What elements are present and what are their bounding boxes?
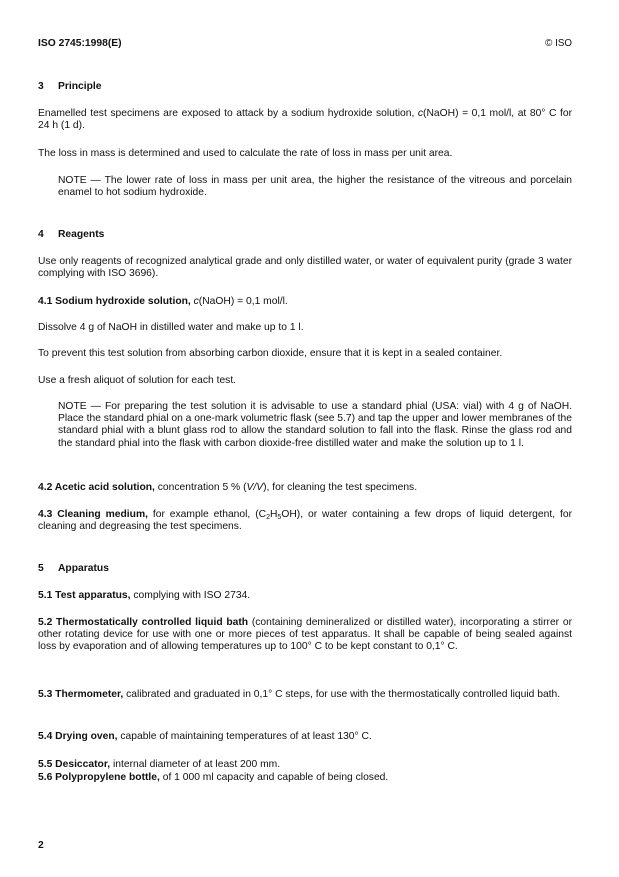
section-3-paragraph-2: The loss in mass is determined and used to calculate the rate of loss in mass per unit area. <box>38 148 453 159</box>
section-number: 5 <box>38 563 44 574</box>
section-number: 3 <box>38 81 44 92</box>
copyright-notice: © ISO <box>545 38 572 49</box>
section-4-paragraph-1: Use only reagents of recognized analytical grade and only distilled water, or water of equivalent purity (grade 3 water complying with ISO 3696). <box>38 256 572 280</box>
clause-5-6: 5.6 Polypropylene bottle, of 1 000 ml capacity and capable of being closed. <box>38 772 389 783</box>
clause-5-5: 5.5 Desiccator, internal diameter of at least 200 mm. <box>38 759 281 770</box>
document-page <box>38 0 572 877</box>
section-5-heading <box>38 563 572 575</box>
clause-4-1: 4.1 Sodium hydroxide solution, c(NaOH) = 0,1 mol/l. <box>38 296 288 307</box>
section-3-note: NOTE — The lower rate of loss in mass per unit area, the higher the resistance of the vitreous and porcelain enamel to hot sodium hydroxide. <box>58 175 572 199</box>
section-title: Apparatus <box>58 563 109 574</box>
section-3-paragraph-1: Enamelled test specimens are exposed to attack by a sodium hydroxide solution, c(NaOH) = 0,1 mol/l, at 80° C for 24 h (1 d). <box>38 108 572 132</box>
clause-4-3: 4.3 Cleaning medium, for example ethanol, $(C_2H_5OH)$, or water containing a few drops of liquid detergent, for cleaning and degreasing the test specimens. <box>38 509 573 533</box>
section-title: Reagents <box>58 229 105 240</box>
section-title: Principle <box>58 81 102 92</box>
clause-4-1-paragraph-2: To prevent this test solution from absorbing carbon dioxide, ensure that it is kept in a sealed container. <box>38 348 503 359</box>
section-3-heading <box>38 81 572 93</box>
clause-4-1-note: NOTE — For preparing the test solution it is advisable to use a standard phial (USA: vial) with 4 g of NaOH. Place the standard phial on a one-mark volumetric flask (see 5.7) and tap the upper and lower membranes of the standard phial with a blunt glass rod to allow the standard solution to fall into the flask. Rinse the glass rod and the standard phial into the flask with carbon dioxide-free distilled water and make the solution up to 1 l. <box>58 401 572 449</box>
standard-designation: ISO 2745:1998(E) <box>38 38 122 49</box>
clause-5-1: 5.1 Test apparatus, complying with ISO 2734. <box>38 590 251 601</box>
section-number: 4 <box>38 229 44 240</box>
clause-4-2: 4.2 Acetic acid solution, concentration 5 % (V/V), for cleaning the test specimens. <box>38 482 418 493</box>
clause-5-3: 5.3 Thermometer, calibrated and graduated in 0,1° C steps, for use with the thermostatically controlled liquid bath. <box>38 689 561 700</box>
clause-5-2: 5.2 Thermostatically controlled liquid bath (containing demineralized or distilled water), incorporating a stirrer or other rotating device for use with one or more pieces of test apparatus. It shall be capable of being sealed against loss by evaporation and of allowing temperatures up to 100° C to be kept constant to 0,1° C. <box>38 617 573 653</box>
clause-4-1-paragraph-3: Use a fresh aliquot of solution for each test. <box>38 375 237 386</box>
clause-4-1-paragraph-1: Dissolve 4 g of NaOH in distilled water and make up to 1 l. <box>38 322 304 333</box>
page-number: 2 <box>38 840 44 851</box>
clause-5-4: 5.4 Drying oven, capable of maintaining temperatures of at least 130° C. <box>38 731 372 742</box>
section-4-heading <box>38 229 572 241</box>
